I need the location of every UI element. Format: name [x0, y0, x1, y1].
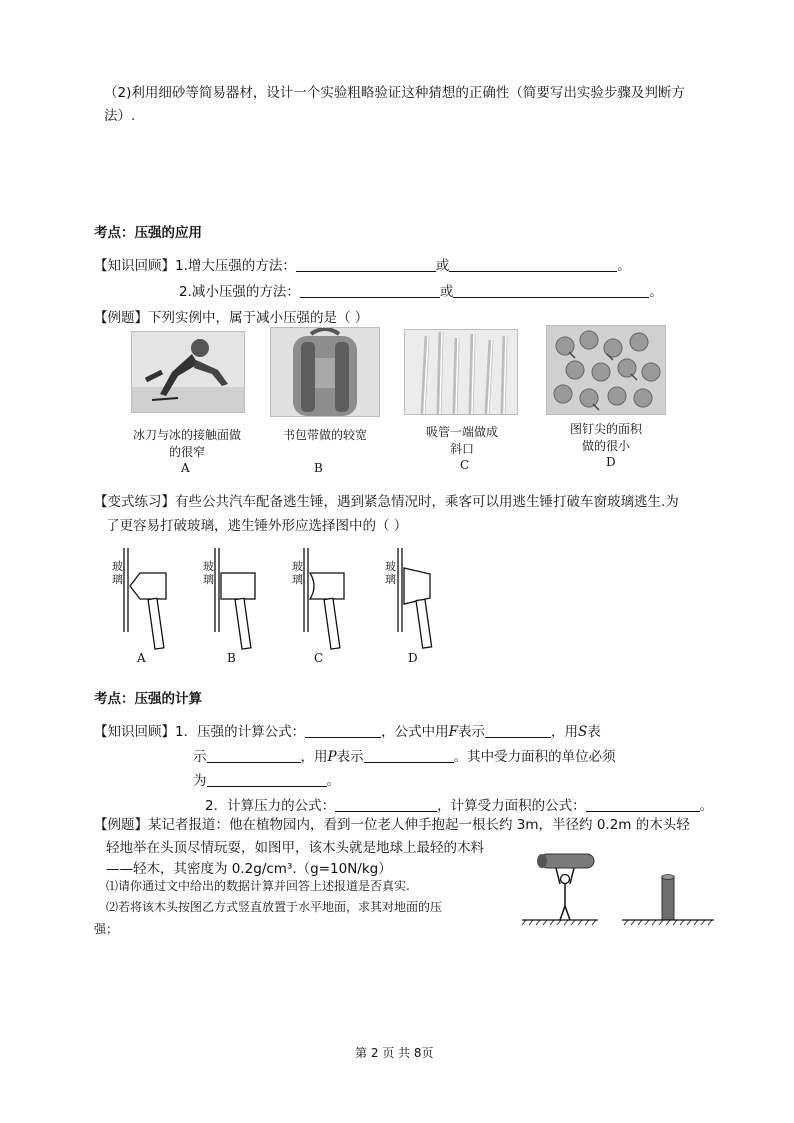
example-tag: 【例题】	[94, 310, 148, 326]
photo-straws	[404, 329, 518, 415]
increase-pressure-label: 1.增大压强的方法：	[175, 258, 296, 274]
calc-review-row-2: 示 ，用P表示 。其中受力面积的单位必须	[193, 749, 616, 765]
review-tag: 【知识回顾】	[94, 724, 175, 740]
hammer-b-figure	[211, 546, 271, 650]
figure-upright-log	[620, 870, 716, 930]
glass-label-b: 玻璃	[203, 560, 214, 586]
variant-line-2: 了更容易打破玻璃，逃生锤外形应选择图中的（ ）	[106, 518, 408, 534]
option-a-caption: 冰刀与冰的接触面做的很窄	[132, 428, 241, 459]
example-tag: 【例题】	[94, 817, 148, 833]
hammer-c-figure	[300, 546, 360, 650]
option-c-letter: C	[460, 458, 470, 472]
pressure-formula-blank	[305, 723, 381, 738]
hammer-a-figure	[120, 546, 180, 650]
increase-method-blank-2	[449, 257, 617, 272]
photo-skater	[131, 331, 245, 413]
or-text: 或	[435, 258, 450, 274]
s-meaning-blank	[207, 748, 301, 763]
skater-illustration	[132, 332, 244, 412]
p-meaning-blank	[364, 748, 454, 763]
calc-example-line-2: 轻地举在头顶尽情玩耍，如图甲，该木头就是地球上最轻的木料	[106, 840, 484, 856]
thumbtacks-illustration	[547, 326, 665, 414]
glass-label-d: 玻璃	[385, 560, 396, 586]
glass-label-c: 玻璃	[292, 560, 303, 586]
hammer-c-letter: C	[314, 651, 324, 665]
decrease-method-blank-2	[453, 283, 649, 298]
force-formula-blank	[335, 797, 437, 812]
option-a-letter: A	[181, 461, 190, 475]
calc-question-2-line-2: 强；	[94, 922, 119, 936]
example-question: 【例题】下列实例中，属于减小压强的是（ ）	[94, 310, 369, 326]
page-number: 第 2 页 共 8页	[355, 1046, 434, 1060]
decrease-pressure-label: 2.减小压强的方法：	[179, 284, 300, 300]
decrease-method-blank-1	[300, 283, 440, 298]
section-title-calculation: 考点：压强的计算	[94, 691, 202, 707]
calc-review-row-4: 2．计算压力的公式： ，计算受力面积的公式： 。	[205, 798, 714, 814]
variant-tag: 【变式练习】	[94, 494, 175, 510]
review-row-2: 2.减小压强的方法： 或 。	[179, 284, 663, 300]
hammer-b-letter: B	[227, 651, 236, 665]
calc-example-line-3: ——轻木，其密度为 0.2g/cm³.（g=10N/kg）	[106, 861, 392, 877]
calc-review-row-3: 为 。	[193, 773, 340, 789]
calc-review-row-1: 【知识回顾】1．压强的计算公式： ，公式中用F表示 ，用S表	[94, 724, 601, 740]
area-unit-blank	[207, 772, 327, 787]
calc-example-line-1: 【例题】某记者报道：他在植物园内，看到一位老人伸手抱起一根长约 3m，半径约 0.2m 的木头轻	[94, 817, 690, 833]
calc-question-2-line-1: ⑵若将该木头按图乙方式竖直放置于水平地面，求其对地面的压	[106, 900, 443, 914]
option-b-letter: B	[314, 461, 323, 475]
intro-line-2: 法）.	[104, 108, 136, 124]
photo-backpack	[270, 327, 380, 417]
review-tag: 【知识回顾】	[94, 258, 175, 274]
or-text: 或	[439, 284, 454, 300]
calc-question-1: ⑴请你通过文中给出的数据计算并回答上述报道是否真实.	[106, 879, 410, 893]
hammer-a-letter: A	[137, 651, 146, 665]
option-d-letter: D	[606, 455, 616, 469]
review-row-1: 【知识回顾】1.增大压强的方法： 或 。	[94, 258, 631, 274]
option-d-caption: 图钉尖的面积做的很小	[569, 422, 642, 453]
figure-person-lifting-log	[520, 850, 600, 930]
increase-method-blank-1	[296, 257, 436, 272]
section-title-application: 考点：压强的应用	[94, 225, 202, 241]
photo-thumbtacks	[546, 325, 666, 415]
straws-illustration	[405, 330, 517, 414]
backpack-illustration	[271, 328, 379, 416]
area-formula-blank	[586, 797, 700, 812]
intro-line-1: （2)利用细砂等简易器材，设计一个实验粗略验证这种猜想的正确性（简要写出实验步骤及判断方	[104, 85, 685, 101]
option-c-caption: 吸管一端做成斜口	[425, 425, 498, 456]
hammer-d-figure	[394, 546, 454, 650]
variant-line-1: 【变式练习】有些公共汽车配备逃生锤，遇到紧急情况时，乘客可以用逃生锤打破车窗玻璃逃生.为	[94, 494, 679, 510]
option-b-caption: 书包带做的较宽	[282, 428, 367, 442]
glass-label-a: 玻璃	[112, 560, 123, 586]
hammer-d-letter: D	[408, 651, 418, 665]
f-meaning-blank	[485, 723, 551, 738]
